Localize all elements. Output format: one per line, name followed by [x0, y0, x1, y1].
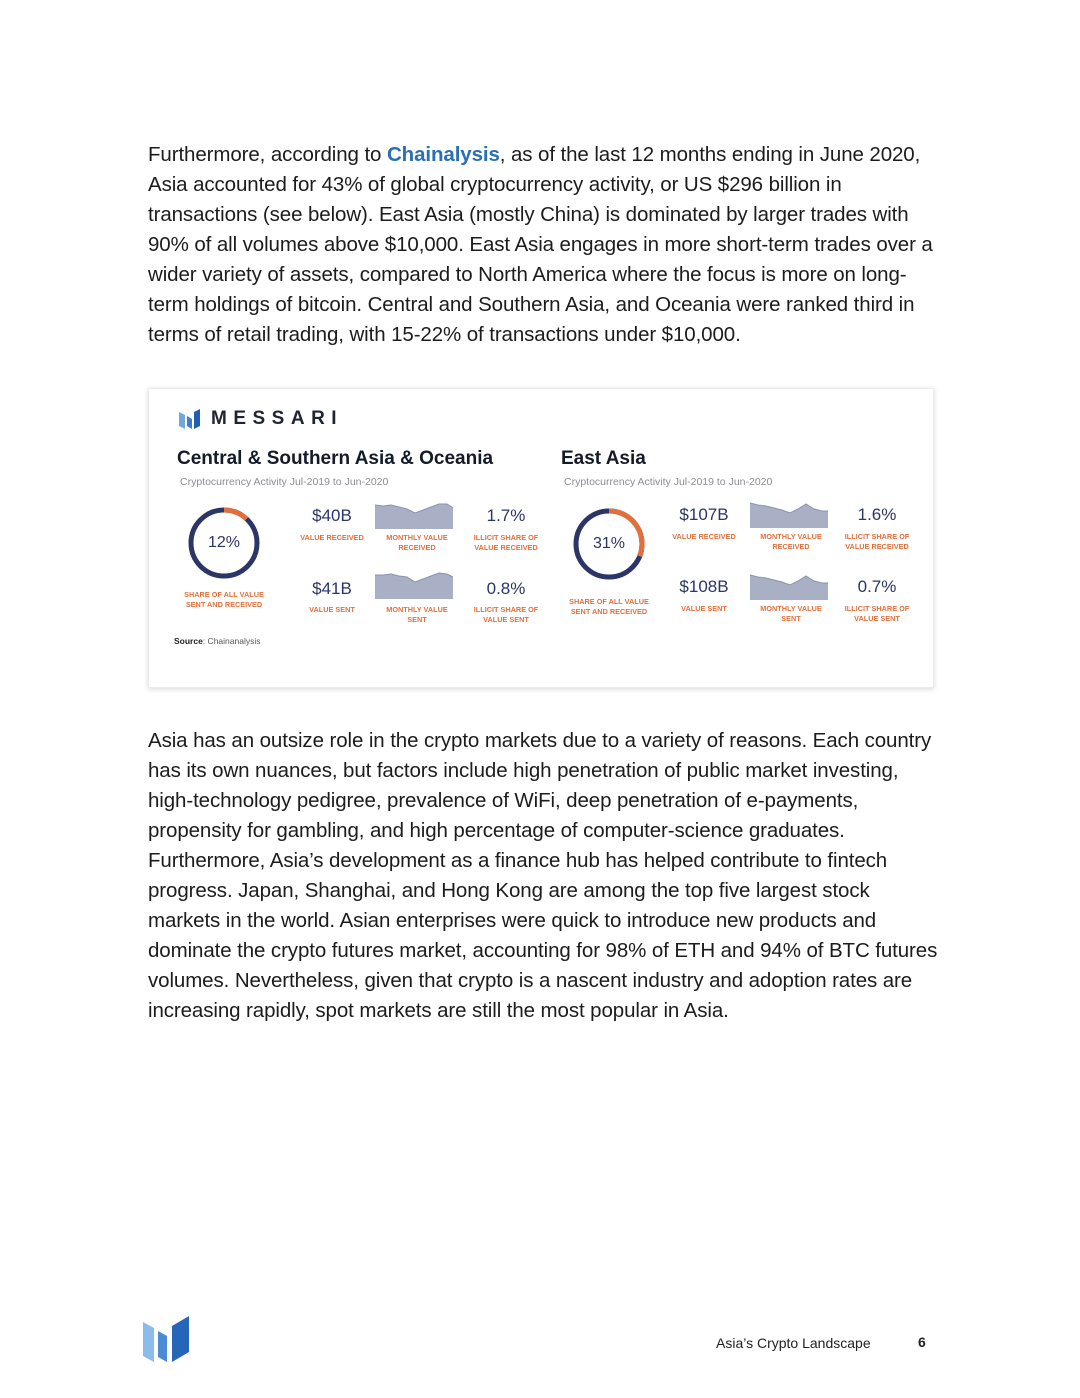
monthly-sent-caption-central-southern: MONTHLY VALUE SENT: [386, 605, 448, 624]
monthly-received-caption-central-southern: MONTHLY VALUE RECEIVED: [386, 533, 448, 552]
value-received-caption-east-asia: VALUE RECEIVED: [672, 532, 736, 541]
chainalysis-link[interactable]: Chainalysis: [386, 143, 500, 166]
region-title-east-asia: East Asia: [561, 448, 646, 469]
value-sent-caption-central-southern: VALUE SENT: [309, 605, 355, 614]
monthly-received-sparkline-central-southern: [375, 501, 453, 529]
illicit-received-central-southern: 1.7%: [486, 506, 526, 525]
illicit-sent-caption-central-southern: ILLICIT SHARE OF VALUE SENT: [473, 605, 539, 624]
value-sent-central-southern: $41B: [312, 579, 352, 598]
illicit-received-east-asia: 1.6%: [857, 505, 897, 524]
share-caption-central-southern: SHARE OF ALL VALUE SENT AND RECEIVED: [184, 590, 264, 609]
page-number: 6: [918, 1334, 926, 1350]
monthly-sent-sparkline-central-southern: [375, 571, 453, 599]
intro-paragraph: [148, 140, 938, 350]
share-value-east-asia: 31%: [592, 535, 626, 552]
illicit-sent-caption-east-asia: ILLICIT SHARE OF VALUE SENT: [844, 604, 910, 623]
monthly-received-sparkline-east-asia: [750, 500, 828, 528]
intro-text-rest: , as of the last 12 months ending in June 2020, Asia accounted for 43% of global cryptocurrency activity, or US $296 billion in transactions (see below). East Asia (mostly China) is dominated by larger trades with 90% of all volumes above $10,000. East Asia engages in more short-term trades over a wider variety of assets, compared to North America where the focus is more on long-term holdings of bitcoin. Central and Southern Asia, and Oceania were ranked third in terms of retail trading, with 15-22% of transactions under $10,000.: [148, 143, 933, 346]
value-sent-caption-east-asia: VALUE SENT: [681, 604, 727, 613]
illicit-sent-east-asia: 0.7%: [857, 577, 897, 596]
messari-wordmark: MESSARI: [211, 408, 344, 429]
value-received-central-southern: $40B: [312, 506, 352, 525]
messari-logo-icon: [179, 409, 205, 429]
crypto-activity-figure: [148, 388, 934, 688]
region-title-central-southern: Central & Southern Asia & Oceania: [177, 448, 494, 469]
region-subtitle-east-asia: Cryptocurrency Activity Jul-2019 to Jun-2020: [564, 476, 773, 488]
messari-logo-icon: [143, 1316, 191, 1362]
share-donut-east-asia: [572, 507, 646, 581]
intro-text-start: Furthermore, according to: [148, 143, 387, 166]
value-received-caption-central-southern: VALUE RECEIVED: [300, 533, 364, 542]
messari-brand: [179, 408, 343, 430]
source-value: : Chainanalysis: [202, 636, 261, 646]
body-paragraph: Asia has an outsize role in the crypto markets due to a variety of reasons. Each country has its own nuances, but factors include high penetration of public market investing, high-technology pedigree, prevalence of WiFi, deep penetration of e-payments, propensity for gambling, and high percentage of computer-science graduates. Furthermore, Asia’s development as a finance hub has helped contribute to fintech progress. Japan, Shanghai, and Hong Kong are among the top five largest stock markets in the world. Asian enterprises were quick to introduce new products and dominate the crypto futures market, accounting for 98% of ETH and 94% of BTC futures volumes. Nevertheless, given that crypto is a nascent industry and adoption rates are increasing rapidly, spot markets are still the most popular in Asia.: [148, 729, 938, 1022]
share-caption-east-asia: SHARE OF ALL VALUE SENT AND RECEIVED: [569, 597, 649, 616]
figure-source: [174, 636, 260, 646]
region-subtitle-central-southern: Cryptocurrency Activity Jul-2019 to Jun-2020: [180, 476, 389, 488]
footer-title: Asia’s Crypto Landscape: [716, 1335, 871, 1351]
illicit-sent-central-southern: 0.8%: [486, 579, 526, 598]
value-received-east-asia: $107B: [679, 505, 729, 524]
illicit-received-caption-east-asia: ILLICIT SHARE OF VALUE RECEIVED: [844, 532, 910, 551]
value-sent-east-asia: $108B: [679, 577, 729, 596]
illicit-received-caption-central-southern: ILLICIT SHARE OF VALUE RECEIVED: [473, 533, 539, 552]
monthly-received-caption-east-asia: MONTHLY VALUE RECEIVED: [760, 532, 822, 551]
monthly-sent-caption-east-asia: MONTHLY VALUE SENT: [760, 604, 822, 623]
source-label: Source: [174, 636, 203, 646]
monthly-sent-sparkline-east-asia: [750, 572, 828, 600]
share-value-central-southern: 12%: [207, 534, 241, 551]
share-donut-central-southern: [187, 506, 261, 580]
